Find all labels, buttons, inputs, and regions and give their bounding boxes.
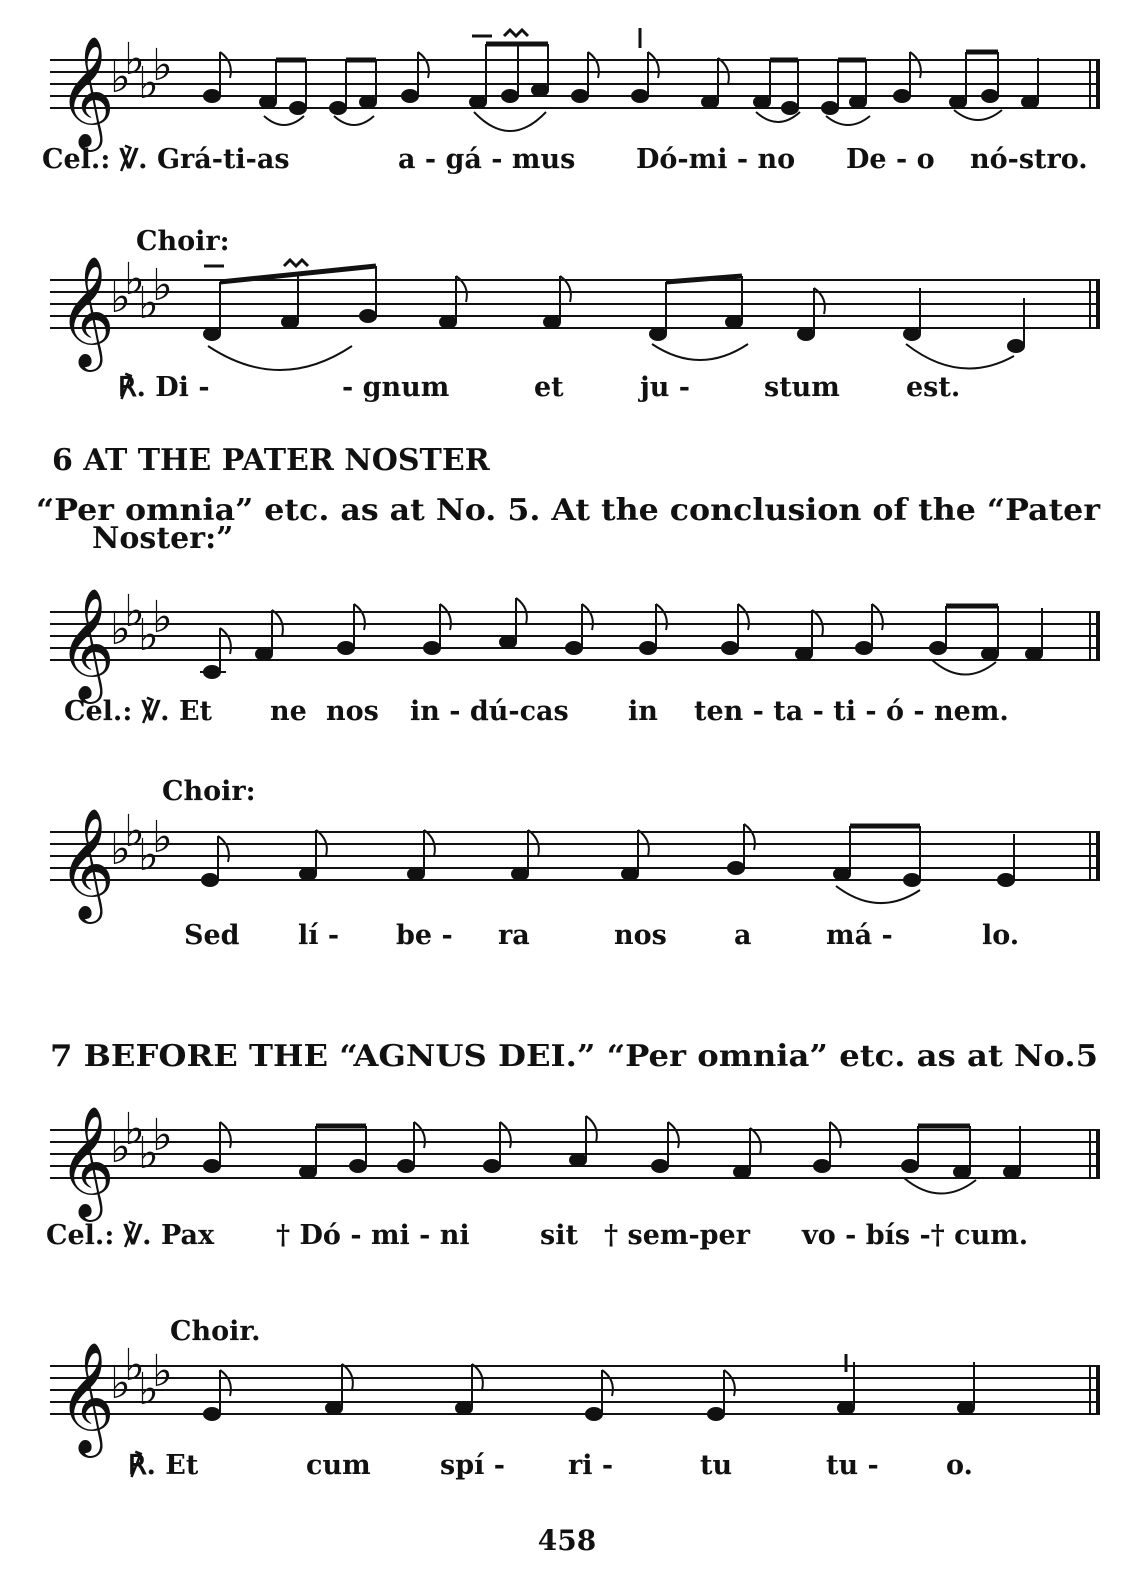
lyric-syllable: lo.: [982, 920, 1020, 951]
svg-text:♭: ♭: [110, 52, 131, 103]
section-heading: 6 AT THE PATER NOSTER: [52, 443, 490, 478]
svg-text:♭: ♭: [110, 824, 131, 875]
lyrics-line-4: [184, 920, 1019, 951]
treble-clef-icon: 𝄞: [58, 587, 115, 699]
slurs: [208, 344, 1014, 370]
staff-system-5: [50, 1104, 1100, 1222]
staff-system-6: [50, 1340, 1100, 1458]
treble-clef-icon: 𝄞: [58, 35, 115, 147]
lyrics-line-2: [118, 372, 960, 403]
rubric-line: “Per omnia” etc. as at No. 5. At the conclusion of the “Pater: [36, 493, 1102, 528]
lyric-syllable: be -: [396, 920, 453, 951]
svg-text:♭: ♭: [124, 34, 145, 85]
treble-clef-icon: 𝄞: [58, 1341, 115, 1453]
staff-system-3: [50, 586, 1100, 704]
lyrics-line-1: [42, 144, 1088, 175]
lyric-syllable: má -: [826, 920, 893, 951]
lyric-syllable: De - o: [846, 144, 935, 175]
lyric-syllable: † Dó - mi - ni: [276, 1220, 470, 1251]
svg-text:♭: ♭: [138, 278, 159, 329]
svg-text:♭: ♭: [152, 260, 173, 311]
svg-text:♭: ♭: [124, 806, 145, 857]
key-signature-flat-icons: [110, 1104, 173, 1179]
lyric-syllable: nos: [326, 696, 379, 727]
key-signature-flat-icons: [110, 1340, 173, 1415]
lyric-syllable: et: [534, 372, 564, 403]
notes: [204, 1116, 1020, 1178]
lyric-syllable: tu: [700, 1450, 733, 1481]
key-signature-flat-icons: [110, 34, 173, 109]
treble-clef-icon: 𝄞: [58, 255, 115, 367]
lyric-syllable: tu -: [826, 1450, 879, 1481]
svg-text:♭: ♭: [152, 812, 173, 863]
svg-text:♭: ♭: [124, 1340, 145, 1391]
rubric-line: Noster:”: [92, 521, 234, 556]
lyric-syllable: spí -: [440, 1450, 505, 1481]
svg-text:♭: ♭: [138, 1364, 159, 1415]
lyric-syllable: ra: [498, 920, 530, 951]
notes: [204, 1354, 974, 1420]
lyric-syllable: Cel.: ℣. Et: [64, 696, 213, 727]
lyric-syllable: nó-stro.: [970, 144, 1088, 175]
section-heading: 7 BEFORE THE “AGNUS DEI.” “Per omnia” etc. as at No.5: [50, 1039, 1098, 1074]
key-signature-flat-icons: [110, 586, 173, 661]
lyric-syllable: in: [628, 696, 658, 727]
lyric-syllable: stum: [764, 372, 840, 403]
lyrics-line-5: [46, 1220, 1028, 1251]
svg-text:♭: ♭: [152, 1346, 173, 1397]
svg-text:♭: ♭: [152, 40, 173, 91]
svg-text:♭: ♭: [138, 610, 159, 661]
lyric-syllable: ri -: [568, 1450, 614, 1481]
lyrics-line-3: [64, 696, 1009, 727]
svg-text:♭: ♭: [110, 1122, 131, 1173]
lyric-syllable: a: [734, 920, 752, 951]
lyric-syllable: lí -: [298, 920, 340, 951]
slurs: [836, 886, 920, 903]
svg-text:♭: ♭: [152, 592, 173, 643]
lyric-syllable: ℟. Et: [128, 1450, 199, 1481]
lyric-syllable: vo - bís -† cum.: [802, 1220, 1029, 1251]
choir-label: Choir:: [162, 776, 256, 807]
choir-label: Choir:: [136, 226, 230, 257]
staff-system-1: [50, 28, 1100, 152]
lyric-syllable: † sem-per: [604, 1220, 750, 1251]
lyric-syllable: sit: [540, 1220, 578, 1251]
lyric-syllable: cum: [306, 1450, 371, 1481]
lyric-syllable: a - gá - mus: [398, 144, 576, 175]
lyric-syllable: est.: [906, 372, 961, 403]
svg-text:♭: ♭: [152, 1110, 173, 1161]
svg-text:♭: ♭: [124, 586, 145, 637]
notes: [200, 598, 1042, 678]
svg-text:♭: ♭: [138, 830, 159, 881]
svg-text:♭: ♭: [110, 604, 131, 655]
staff-system-4: [50, 806, 1100, 924]
staff-lines: [50, 280, 1100, 328]
lyric-syllable: ju -: [640, 372, 691, 403]
lyric-syllable: Dó-mi - no: [636, 144, 796, 175]
lyric-syllable: - gnum: [342, 372, 450, 403]
svg-text:♭: ♭: [138, 58, 159, 109]
slurs: [264, 110, 1002, 131]
lyric-syllable: Sed: [184, 920, 240, 951]
lyric-syllable: ten - ta - ti - ó - nem.: [694, 696, 1009, 727]
key-signature-flat-icons: [110, 806, 173, 881]
lyric-syllable: ℟. Di -: [118, 372, 210, 403]
treble-clef-icon: 𝄞: [58, 1105, 115, 1217]
svg-text:♭: ♭: [124, 254, 145, 305]
staff-lines: [50, 1366, 1100, 1414]
staff-system-2: [50, 254, 1100, 372]
treble-clef-icon: 𝄞: [58, 807, 115, 919]
page-number: 458: [537, 1524, 597, 1557]
notes: [204, 260, 1024, 352]
lyric-syllable: ne: [270, 696, 307, 727]
svg-text:♭: ♭: [110, 272, 131, 323]
svg-text:♭: ♭: [138, 1128, 159, 1179]
svg-text:♭: ♭: [110, 1358, 131, 1409]
svg-text:♭: ♭: [124, 1104, 145, 1155]
lyric-syllable: in - dú-cas: [410, 696, 569, 727]
key-signature-flat-icons: [110, 254, 173, 329]
lyric-syllable: nos: [614, 920, 667, 951]
lyrics-line-6: [128, 1450, 973, 1481]
lyric-syllable: o.: [946, 1450, 973, 1481]
slurs: [932, 660, 996, 675]
slurs: [904, 1178, 976, 1194]
staff-lines: [50, 832, 1100, 880]
lyric-syllable: Cel.: ℣. Grá-ti-as: [42, 144, 290, 175]
lyric-syllable: Cel.: ℣. Pax: [46, 1220, 215, 1251]
choir-label: Choir.: [170, 1316, 261, 1347]
